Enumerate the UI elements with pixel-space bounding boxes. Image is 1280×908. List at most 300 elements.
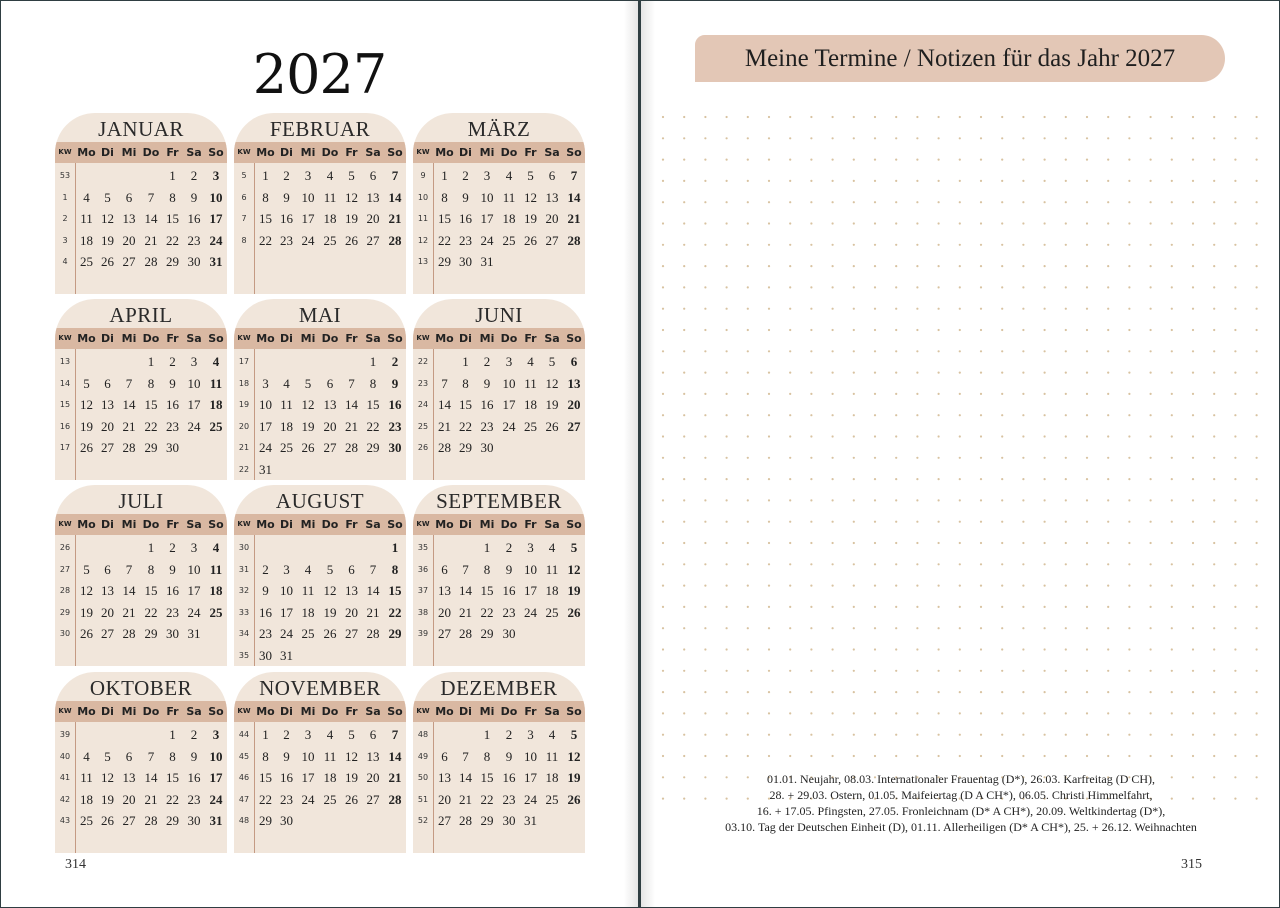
day-cell: 6 (125, 189, 133, 205)
day-cell (76, 351, 97, 373)
day-cell (140, 724, 162, 746)
day-cell: 16 (388, 397, 402, 413)
day-cell: 3 (483, 168, 491, 183)
day-cell: 25 (301, 626, 315, 642)
weekday-label: Di (459, 332, 472, 345)
day-cell: 9 (190, 748, 198, 764)
day-cell: 20 (101, 418, 114, 434)
weekday-header (234, 328, 406, 349)
day-cell (362, 810, 384, 832)
month-calendar (413, 485, 585, 666)
weekday-label: So (387, 332, 403, 345)
day-cell: 12 (567, 748, 581, 764)
day-cell: 13 (366, 189, 380, 205)
day-cell: 21 (388, 770, 402, 786)
weekday-label: Do (142, 332, 160, 345)
day-cell: 1 (262, 168, 269, 183)
week-number-header: KW (58, 707, 72, 715)
day-cell: 11 (545, 748, 559, 764)
weekday-label: Mi (479, 518, 495, 531)
day-cell: 14 (388, 748, 402, 764)
weekday-header (413, 701, 585, 722)
day-cell (118, 351, 140, 373)
day-cell: 26 (524, 232, 537, 248)
weekday-label: Mi (479, 146, 495, 159)
day-cell: 31 (280, 648, 293, 663)
week-row (55, 351, 227, 373)
day-cell: 28 (144, 813, 158, 829)
day-cell: 25 (323, 232, 337, 248)
week-number: 51 (417, 794, 429, 804)
week-number: 52 (417, 816, 429, 826)
day-cell: 6 (369, 168, 377, 183)
day-cell: 27 (438, 813, 451, 829)
day-cell: 10 (187, 561, 201, 577)
weekday-label: Di (459, 146, 472, 159)
day-cell: 25 (209, 604, 223, 620)
day-cell: 11 (524, 375, 537, 391)
day-cell: 2 (169, 354, 176, 369)
day-cell: 17 (524, 583, 537, 599)
day-cell: 30 (459, 254, 472, 270)
day-cell (434, 724, 455, 746)
weekday-label: Sa (544, 705, 560, 718)
day-cell: 17 (480, 211, 494, 227)
day-cell: 1 (169, 168, 176, 183)
weekday-label: So (566, 332, 582, 345)
weekday-header (413, 514, 585, 535)
day-cell: 27 (567, 418, 581, 434)
week-row (234, 165, 406, 187)
day-cell (76, 165, 97, 187)
weekday-label: Fr (345, 518, 358, 531)
day-cell (341, 810, 362, 832)
weekday-header (234, 514, 406, 535)
day-cell: 15 (480, 583, 494, 599)
weekday-label: So (566, 146, 582, 159)
week-row (413, 373, 585, 395)
week-number: 26 (59, 543, 71, 552)
week-row (234, 767, 406, 789)
day-cell: 29 (438, 254, 451, 270)
holiday-line: 03.10. Tag der Deutschen Einheit (D), 01.11. Allerheiligen (D* A CH*), 25. + 26.12. Weihnachten (725, 820, 1197, 834)
week-row (234, 208, 406, 230)
week-number: 2 (62, 214, 68, 224)
week-row (55, 580, 227, 602)
week-row (413, 623, 585, 645)
day-cell: 5 (304, 375, 312, 391)
week-number-header: KW (237, 520, 251, 528)
day-cell: 29 (166, 254, 179, 270)
day-cell: 2 (462, 168, 469, 183)
day-cell: 1 (147, 540, 155, 555)
day-cell: 24 (187, 604, 201, 620)
day-cell (255, 351, 276, 373)
weekday-label: Di (101, 518, 114, 531)
day-cell: 16 (280, 211, 293, 227)
week-number: 20 (238, 421, 250, 431)
day-cell: 22 (166, 791, 179, 807)
day-cell: 4 (304, 561, 312, 577)
day-cell (183, 437, 205, 459)
day-cell (276, 351, 297, 373)
day-cell: 27 (122, 813, 136, 829)
week-number: 35 (238, 651, 250, 660)
day-cell: 8 (262, 189, 269, 205)
right-page (641, 1, 1279, 907)
day-cell: 17 (187, 397, 201, 413)
day-cell: 18 (545, 583, 559, 599)
weekday-label: Fr (524, 518, 537, 531)
day-cell: 29 (366, 440, 380, 456)
weekday-label: Mo (435, 146, 454, 159)
day-cell: 10 (280, 583, 293, 599)
day-cell: 30 (388, 440, 402, 456)
day-cell: 10 (301, 748, 315, 764)
week-number: 11 (417, 214, 429, 224)
notes-banner (695, 35, 1225, 82)
day-cell: 18 (209, 583, 223, 599)
weekday-label: Do (500, 518, 518, 531)
day-cell: 28 (459, 813, 472, 829)
day-cell: 14 (459, 770, 472, 786)
day-cell: 14 (144, 770, 158, 786)
week-number: 13 (417, 257, 429, 267)
weekday-label: Do (321, 518, 339, 531)
week-row (234, 559, 406, 581)
day-cell: 23 (166, 604, 179, 620)
day-cell: 19 (301, 418, 315, 434)
day-cell: 5 (104, 748, 111, 764)
week-row (234, 230, 406, 252)
day-cell: 20 (567, 397, 581, 413)
month-name: AUGUST (275, 489, 365, 513)
day-cell: 2 (262, 561, 269, 577)
day-cell: 12 (80, 397, 93, 413)
day-cell: 27 (545, 232, 559, 248)
week-number: 37 (417, 586, 429, 596)
day-cell: 5 (548, 354, 556, 369)
day-cell: 2 (505, 540, 513, 555)
weekday-label: Do (321, 332, 339, 345)
day-cell: 4 (212, 354, 220, 369)
day-cell: 3 (212, 168, 220, 183)
week-number: 29 (59, 607, 71, 617)
week-number: 30 (238, 543, 250, 552)
day-cell: 6 (369, 727, 377, 742)
day-cell: 21 (345, 418, 358, 434)
day-cell: 6 (326, 375, 334, 391)
day-cell (362, 645, 384, 666)
day-cell: 24 (301, 232, 315, 248)
month-calendar (234, 299, 406, 480)
day-cell: 5 (348, 168, 355, 183)
day-cell: 25 (524, 418, 537, 434)
weekday-label: Mo (77, 332, 96, 345)
day-cell (434, 537, 455, 559)
day-cell: 30 (187, 813, 201, 829)
day-cell: 30 (502, 626, 516, 642)
weekday-label: So (387, 705, 403, 718)
day-cell: 12 (80, 583, 93, 599)
day-cell: 13 (366, 748, 380, 764)
day-cell: 17 (524, 770, 537, 786)
week-row (413, 251, 585, 273)
month-calendar (413, 299, 585, 480)
week-row (234, 810, 406, 832)
day-cell: 7 (348, 375, 355, 391)
day-cell (341, 351, 362, 373)
day-cell: 21 (438, 418, 451, 434)
week-row (55, 746, 227, 768)
weekday-label: Do (142, 518, 160, 531)
day-cell: 26 (545, 418, 559, 434)
day-cell: 20 (122, 791, 136, 807)
week-number-header: KW (416, 707, 430, 715)
day-cell: 17 (301, 211, 315, 227)
weekday-label: Fr (166, 332, 179, 345)
day-cell: 20 (438, 604, 451, 620)
day-cell: 4 (326, 168, 334, 183)
day-cell (118, 165, 140, 187)
week-row (413, 437, 585, 459)
day-cell: 14 (366, 583, 380, 599)
week-row (55, 602, 227, 624)
weekday-label: Di (459, 705, 472, 718)
day-cell: 18 (80, 791, 93, 807)
day-cell: 15 (259, 770, 272, 786)
day-cell: 3 (283, 561, 290, 577)
week-number: 39 (59, 730, 71, 739)
day-cell (276, 537, 297, 559)
day-cell: 7 (125, 375, 133, 391)
week-number: 45 (238, 751, 250, 761)
week-row (234, 645, 406, 666)
day-cell: 28 (122, 626, 136, 642)
day-cell: 8 (369, 375, 377, 391)
day-cell: 7 (441, 375, 448, 391)
weekday-label: So (208, 518, 224, 531)
week-row (55, 810, 227, 832)
day-cell: 16 (502, 583, 516, 599)
week-number: 46 (238, 773, 250, 783)
week-number: 22 (417, 357, 429, 366)
day-cell (97, 537, 118, 559)
day-cell: 24 (187, 418, 201, 434)
day-cell: 25 (545, 791, 559, 807)
day-cell: 10 (480, 189, 494, 205)
day-cell: 3 (212, 727, 220, 742)
week-number: 38 (417, 607, 429, 617)
day-cell: 6 (548, 168, 556, 183)
day-cell: 14 (122, 397, 136, 413)
day-cell: 1 (262, 727, 269, 742)
day-cell: 17 (209, 211, 223, 227)
page-number: 315 (1181, 857, 1202, 872)
weekday-header (55, 142, 227, 163)
day-cell: 19 (567, 583, 581, 599)
day-cell (319, 459, 341, 480)
day-cell: 5 (104, 189, 111, 205)
weekday-label: Mi (300, 332, 316, 345)
day-cell: 4 (527, 354, 534, 369)
day-cell: 23 (502, 604, 516, 620)
day-cell: 13 (438, 583, 451, 599)
day-cell (319, 645, 341, 666)
month-calendar (413, 113, 585, 294)
day-cell: 14 (388, 189, 402, 205)
day-cell: 6 (570, 354, 578, 369)
week-number: 27 (59, 564, 71, 574)
day-cell: 23 (459, 232, 472, 248)
page-number: 314 (65, 857, 86, 872)
day-cell: 15 (459, 397, 472, 413)
notes-title: Meine Termine / Notizen für das Jahr 2027 (744, 45, 1176, 72)
weekday-label: Mo (77, 705, 96, 718)
day-cell (520, 251, 541, 273)
day-cell: 14 (438, 397, 451, 413)
day-cell: 4 (283, 375, 290, 391)
week-number: 15 (59, 400, 71, 410)
day-cell: 13 (101, 583, 114, 599)
day-cell: 8 (262, 748, 269, 764)
week-row (234, 623, 406, 645)
month-name: MÄRZ (467, 117, 531, 141)
day-cell: 4 (212, 540, 220, 555)
day-cell: 19 (545, 397, 559, 413)
day-cell: 23 (280, 232, 293, 248)
day-cell: 11 (323, 748, 337, 764)
day-cell: 26 (80, 626, 93, 642)
weekday-label: Di (280, 146, 293, 159)
day-cell (455, 724, 476, 746)
day-cell: 5 (326, 561, 334, 577)
day-cell (362, 459, 384, 480)
week-number-header: KW (237, 707, 251, 715)
week-number: 12 (417, 235, 429, 245)
week-row (234, 437, 406, 459)
week-row (55, 394, 227, 416)
day-cell: 31 (524, 813, 537, 829)
day-cell: 7 (462, 561, 469, 577)
weekday-label: So (387, 518, 403, 531)
day-cell: 27 (101, 626, 114, 642)
week-number: 26 (417, 443, 429, 453)
day-cell: 13 (545, 189, 559, 205)
weekday-label: So (387, 146, 403, 159)
weekday-label: Fr (345, 332, 358, 345)
day-cell (276, 459, 297, 480)
week-number: 28 (59, 586, 71, 596)
day-cell: 19 (524, 211, 537, 227)
week-number: 50 (417, 773, 429, 783)
day-cell (319, 537, 341, 559)
weekday-header (413, 142, 585, 163)
day-cell: 16 (480, 397, 494, 413)
day-cell: 12 (345, 189, 358, 205)
weekday-label: Mi (300, 518, 316, 531)
day-cell: 16 (166, 583, 179, 599)
day-cell: 23 (259, 626, 272, 642)
day-cell: 22 (166, 232, 179, 248)
day-cell (97, 724, 118, 746)
day-cell: 26 (80, 440, 93, 456)
day-cell: 24 (524, 791, 537, 807)
day-cell: 23 (502, 791, 516, 807)
weekday-label: Sa (186, 518, 202, 531)
day-cell (205, 437, 227, 459)
day-cell: 21 (388, 211, 402, 227)
day-cell (297, 351, 319, 373)
day-cell: 20 (122, 232, 136, 248)
day-cell (541, 623, 563, 645)
week-row (55, 230, 227, 252)
weekday-label: Sa (544, 146, 560, 159)
week-row (413, 394, 585, 416)
day-cell: 13 (438, 770, 451, 786)
week-row (55, 767, 227, 789)
day-cell: 11 (502, 189, 516, 205)
day-cell: 27 (122, 254, 136, 270)
day-cell: 12 (301, 397, 315, 413)
day-cell (76, 724, 97, 746)
day-cell: 19 (80, 418, 93, 434)
week-number: 6 (241, 192, 247, 202)
day-cell: 7 (391, 727, 399, 742)
day-cell (297, 645, 319, 666)
day-cell (498, 251, 520, 273)
day-cell: 20 (366, 211, 380, 227)
weekday-label: Mo (256, 705, 275, 718)
weekday-label: Do (500, 146, 518, 159)
day-cell: 13 (323, 397, 337, 413)
weekday-label: Fr (345, 705, 358, 718)
week-number: 49 (417, 751, 429, 761)
day-cell (76, 537, 97, 559)
day-cell: 18 (524, 397, 537, 413)
day-cell (520, 623, 541, 645)
week-number: 53 (59, 171, 71, 180)
day-cell: 17 (502, 397, 516, 413)
week-number: 14 (59, 378, 71, 388)
week-row (234, 602, 406, 624)
day-cell: 3 (527, 540, 534, 555)
day-cell: 6 (441, 561, 448, 577)
day-cell: 27 (366, 232, 380, 248)
day-cell: 7 (369, 561, 377, 577)
day-cell: 29 (259, 813, 272, 829)
day-cell: 22 (438, 232, 451, 248)
week-number-header: KW (416, 148, 430, 156)
week-row (413, 208, 585, 230)
holiday-line: 16. + 17.05. Pfingsten, 27.05. Fronleichnam (D* A CH*), 20.09. Weltkindertag (D*), (756, 804, 1166, 818)
day-cell (541, 437, 563, 459)
day-cell: 25 (80, 254, 93, 270)
day-cell: 23 (187, 791, 201, 807)
day-cell: 7 (147, 748, 155, 764)
weekday-label: Di (101, 705, 114, 718)
day-cell (118, 537, 140, 559)
day-cell: 2 (190, 168, 198, 183)
weekday-label: Mo (256, 146, 275, 159)
day-cell: 5 (348, 727, 355, 742)
day-cell: 1 (169, 727, 176, 742)
day-cell: 18 (545, 770, 559, 786)
day-cell: 13 (122, 211, 136, 227)
week-row (413, 724, 585, 746)
weekday-label: Mo (435, 332, 454, 345)
month-calendar (55, 113, 227, 294)
